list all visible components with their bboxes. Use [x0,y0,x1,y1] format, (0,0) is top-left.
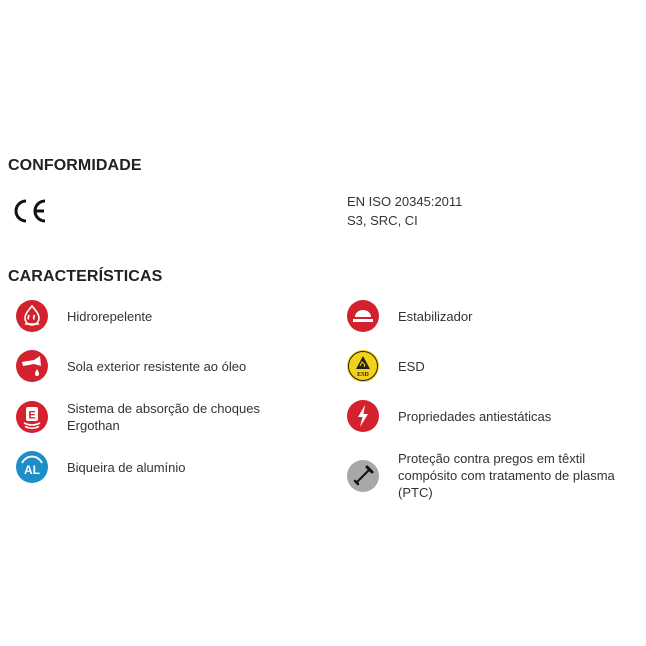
feature-stabilizer [347,300,472,332]
esd-icon [347,350,379,382]
ce-mark-icon [12,198,48,228]
norm-standard: EN ISO 20345:2011 [347,194,463,209]
feature-aluminium-toecap [16,451,186,483]
feature-label: Hidrorepelente [67,308,153,324]
water-repellent-icon [16,300,48,332]
feature-antistatic [347,400,551,432]
svg-text:AL: AL [24,463,40,477]
feature-label: Sistema de absorção de choques Ergothan [67,401,260,433]
norm-classes: S3, SRC, CI [347,213,418,228]
nail-protection-icon [347,460,379,492]
antistatic-icon [347,400,379,432]
norm-block [347,192,462,230]
oil-resistant-sole-icon [16,350,48,382]
feature-label: ESD [398,358,425,374]
aluminium-toecap-icon [16,451,48,483]
feature-label: Estabilizador [398,308,473,324]
ergothan-shock-absorption-icon [16,401,48,433]
feature-label: Sola exterior resistente ao óleo [67,358,247,374]
feature-esd [347,350,425,382]
feature-nail-protection [347,450,615,501]
caracteristicas-title: CARACTERÍSTICAS [8,268,163,285]
svg-text:E: E [28,409,36,422]
feature-label: Biqueira de alumínio [67,459,186,475]
conformidade-title: CONFORMIDADE [8,157,142,174]
feature-water-repellent [16,300,152,332]
feature-label: Propriedades antiestáticas [398,408,552,424]
stabilizer-icon [347,300,379,332]
feature-ergothan [16,400,260,434]
feature-label: Proteção contra pregos em têxtil compósito com tratamento de plasma (PTC) [398,451,615,500]
feature-oil-resistant-sole [16,350,246,382]
esd-icon-text: ESD [357,372,369,378]
